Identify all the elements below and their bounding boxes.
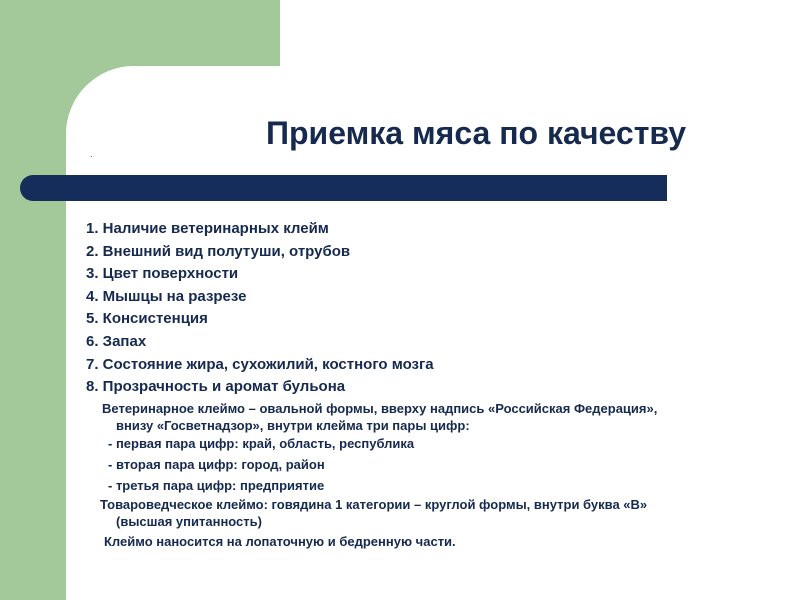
vet-stamp-pair-2: - вторая пара цифр: город, район [108, 457, 325, 472]
trade-stamp-line-2: (высшая упитанность) [116, 514, 262, 529]
criteria-item: 6. Запах [86, 332, 147, 350]
criteria-item: 4. Мышцы на разрезе [86, 287, 247, 305]
criteria-item: 5. Консистенция [86, 310, 208, 328]
quality-criteria-list [86, 218, 434, 399]
stamp-location-note: Клеймо наносится на лопаточную и бедренную части. [104, 534, 456, 549]
vet-stamp-line-1: Ветеринарное клеймо – овальной формы, вверху надпись «Российская Федерация», [102, 401, 658, 416]
criteria-item: 1. Наличие ветеринарных клейм [86, 220, 329, 237]
vet-stamp-line-2: внизу «Госветнадзор», внутри клейма три пары цифр: [116, 418, 470, 433]
criteria-item: 8. Прозрачность и аромат бульона [86, 378, 346, 396]
criteria-item: 3. Цвет поверхности [86, 265, 239, 283]
criteria-item: 2. Внешний вид полутуши, отрубов [86, 242, 351, 260]
vet-stamp-pair-3: - третья пара цифр: предприятие [108, 478, 325, 493]
vet-stamp-pair-1: - первая пара цифр: край, область, республика [108, 436, 415, 451]
trade-stamp-line-1: Товароведческое клеймо: говядина 1 категории – круглой формы, внутри буква «В» [100, 497, 648, 512]
title-divider-bar [20, 175, 667, 201]
criteria-item: 7. Состояние жира, сухожилий, костного мозга [86, 355, 434, 373]
vet-stamp-description [102, 400, 657, 434]
bullet-mark: · [90, 152, 93, 161]
slide-title: Приемка мяса по качеству [266, 115, 687, 151]
trade-stamp-description [100, 496, 647, 530]
